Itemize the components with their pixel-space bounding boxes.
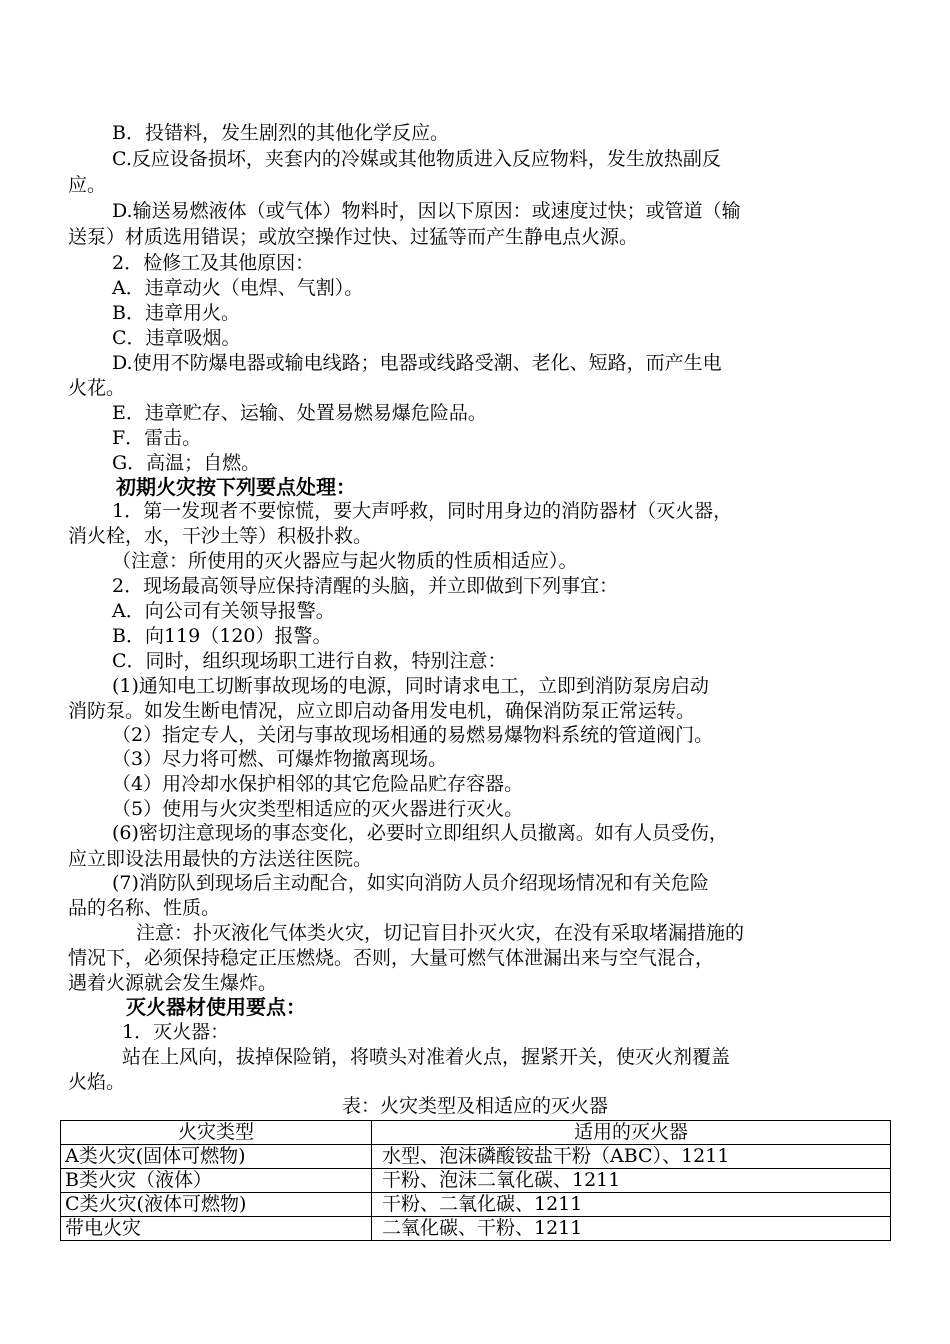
- text-line: 消火栓，水，干沙土等）积极扑救。: [68, 525, 373, 547]
- table-header-cell: 适用的灭火器: [372, 1121, 891, 1145]
- text-line: 注意：扑灭液化气体类火灾，切记盲目扑灭火灾，在没有采取堵漏措施的: [136, 922, 745, 944]
- text-line: （5）使用与火灾类型相适应的灭火器进行灭火。: [112, 798, 524, 820]
- text-line: (1)通知电工切断事故现场的电源，同时请求电工，立即到消防泵房启动: [112, 675, 709, 697]
- table-row: [61, 1193, 891, 1217]
- text-line: C.反应设备损坏，夹套内的冷媒或其他物质进入反应物料，发生放热副反: [112, 148, 721, 170]
- text-line: 1．灭火器：: [122, 1021, 230, 1043]
- text-line: 2．检修工及其他原因：: [112, 252, 315, 274]
- table-cell: 带电火灾: [61, 1217, 372, 1241]
- text-line: A．向公司有关领导报警。: [112, 600, 335, 622]
- text-line: B．向119（120）报警。: [112, 625, 332, 647]
- text-line: C．违章吸烟。: [112, 327, 241, 349]
- text-line: F．雷击。: [112, 427, 202, 449]
- table-cell: A类火灾(固体可燃物): [61, 1145, 372, 1169]
- text-line: 火焰。: [68, 1071, 126, 1093]
- text-line: （注意：所使用的灭火器应与起火物质的性质相适应）。: [112, 550, 578, 572]
- text-line: (7)消防队到现场后主动配合，如实向消防人员介绍现场情况和有关危险: [112, 872, 709, 894]
- table-row: [61, 1145, 891, 1169]
- text-line: 送泵）材质选用错误；或放空操作过快、过猛等而产生静电点火源。: [68, 226, 639, 248]
- table-cell: 水型、泡沫磷酸铵盐干粉（ABC）、1211: [372, 1145, 891, 1169]
- text-line: D.使用不防爆电器或输电线路；电器或线路受潮、老化、短路，而产生电: [112, 352, 722, 374]
- text-line: E．违章贮存、运输、处置易燃易爆危险品。: [112, 402, 487, 424]
- text-line: 遇着火源就会发生爆炸。: [68, 972, 278, 994]
- text-line: 应立即设法用最快的方法送往医院。: [68, 848, 373, 870]
- table-caption: 表：火灾类型及相适应的灭火器: [341, 1095, 608, 1117]
- table-header-cell: 火灾类型: [61, 1121, 372, 1145]
- text-line: 2．现场最高领导应保持清醒的头脑，并立即做到下列事宜：: [112, 575, 619, 597]
- section-heading: 灭火器材使用要点：: [126, 995, 306, 1019]
- text-line: B．违章用火。: [112, 302, 240, 324]
- text-line: 情况下，必须保持稳定正压燃烧。否则，大量可燃气体泄漏出来与空气混合，: [68, 947, 715, 969]
- text-line: 火花。: [68, 377, 126, 399]
- section-heading: 初期火灾按下列要点处理：: [116, 475, 356, 499]
- text-line: 消防泵。如发生断电情况，应立即启动备用发电机，确保消防泵正常运转。: [68, 700, 696, 722]
- text-line: 品的名称、性质。: [68, 897, 221, 919]
- table-row: [61, 1217, 891, 1241]
- text-line: D.输送易燃液体（或气体）物料时，因以下原因：或速度过快；或管道（输: [112, 200, 741, 222]
- table-cell: C类火灾(液体可燃物): [61, 1193, 372, 1217]
- text-line: C．同时，组织现场职工进行自救，特别注意：: [112, 650, 507, 672]
- text-line: 1．第一发现者不要惊慌，要大声呼救，同时用身边的消防器材（灭火器，: [112, 500, 733, 522]
- text-line: 应。: [68, 174, 107, 196]
- table-cell: 干粉、泡沫二氧化碳、1211: [372, 1169, 891, 1193]
- text-line: （2）指定专人，关闭与事故现场相通的易燃易爆物料系统的管道阀门。: [112, 724, 714, 746]
- text-line: (6)密切注意现场的事态变化，必要时立即组织人员撤离。如有人员受伤，: [112, 822, 728, 844]
- table-cell: 二氧化碳、干粉、1211: [372, 1217, 891, 1241]
- text-line: （4）用冷却水保护相邻的其它危险品贮存容器。: [112, 773, 524, 795]
- table-header-row: [61, 1121, 891, 1145]
- text-line: A．违章动火（电焊、气割）。: [112, 277, 364, 299]
- text-line: 站在上风向，拔掉保险销，将喷头对准着火点，握紧开关，使灭火剂覆盖: [122, 1046, 731, 1068]
- fire-type-table: [60, 1120, 891, 1241]
- text-line: （3）尽力将可燃、可爆炸物撤离现场。: [112, 748, 448, 770]
- table-row: [61, 1169, 891, 1193]
- table-cell: 干粉、二氧化碳、1211: [372, 1193, 891, 1217]
- table-cell: B类火灾（液体）: [61, 1169, 372, 1193]
- text-line: G．高温；自燃。: [112, 452, 261, 474]
- text-line: B．投错料，发生剧烈的其他化学反应。: [112, 122, 449, 144]
